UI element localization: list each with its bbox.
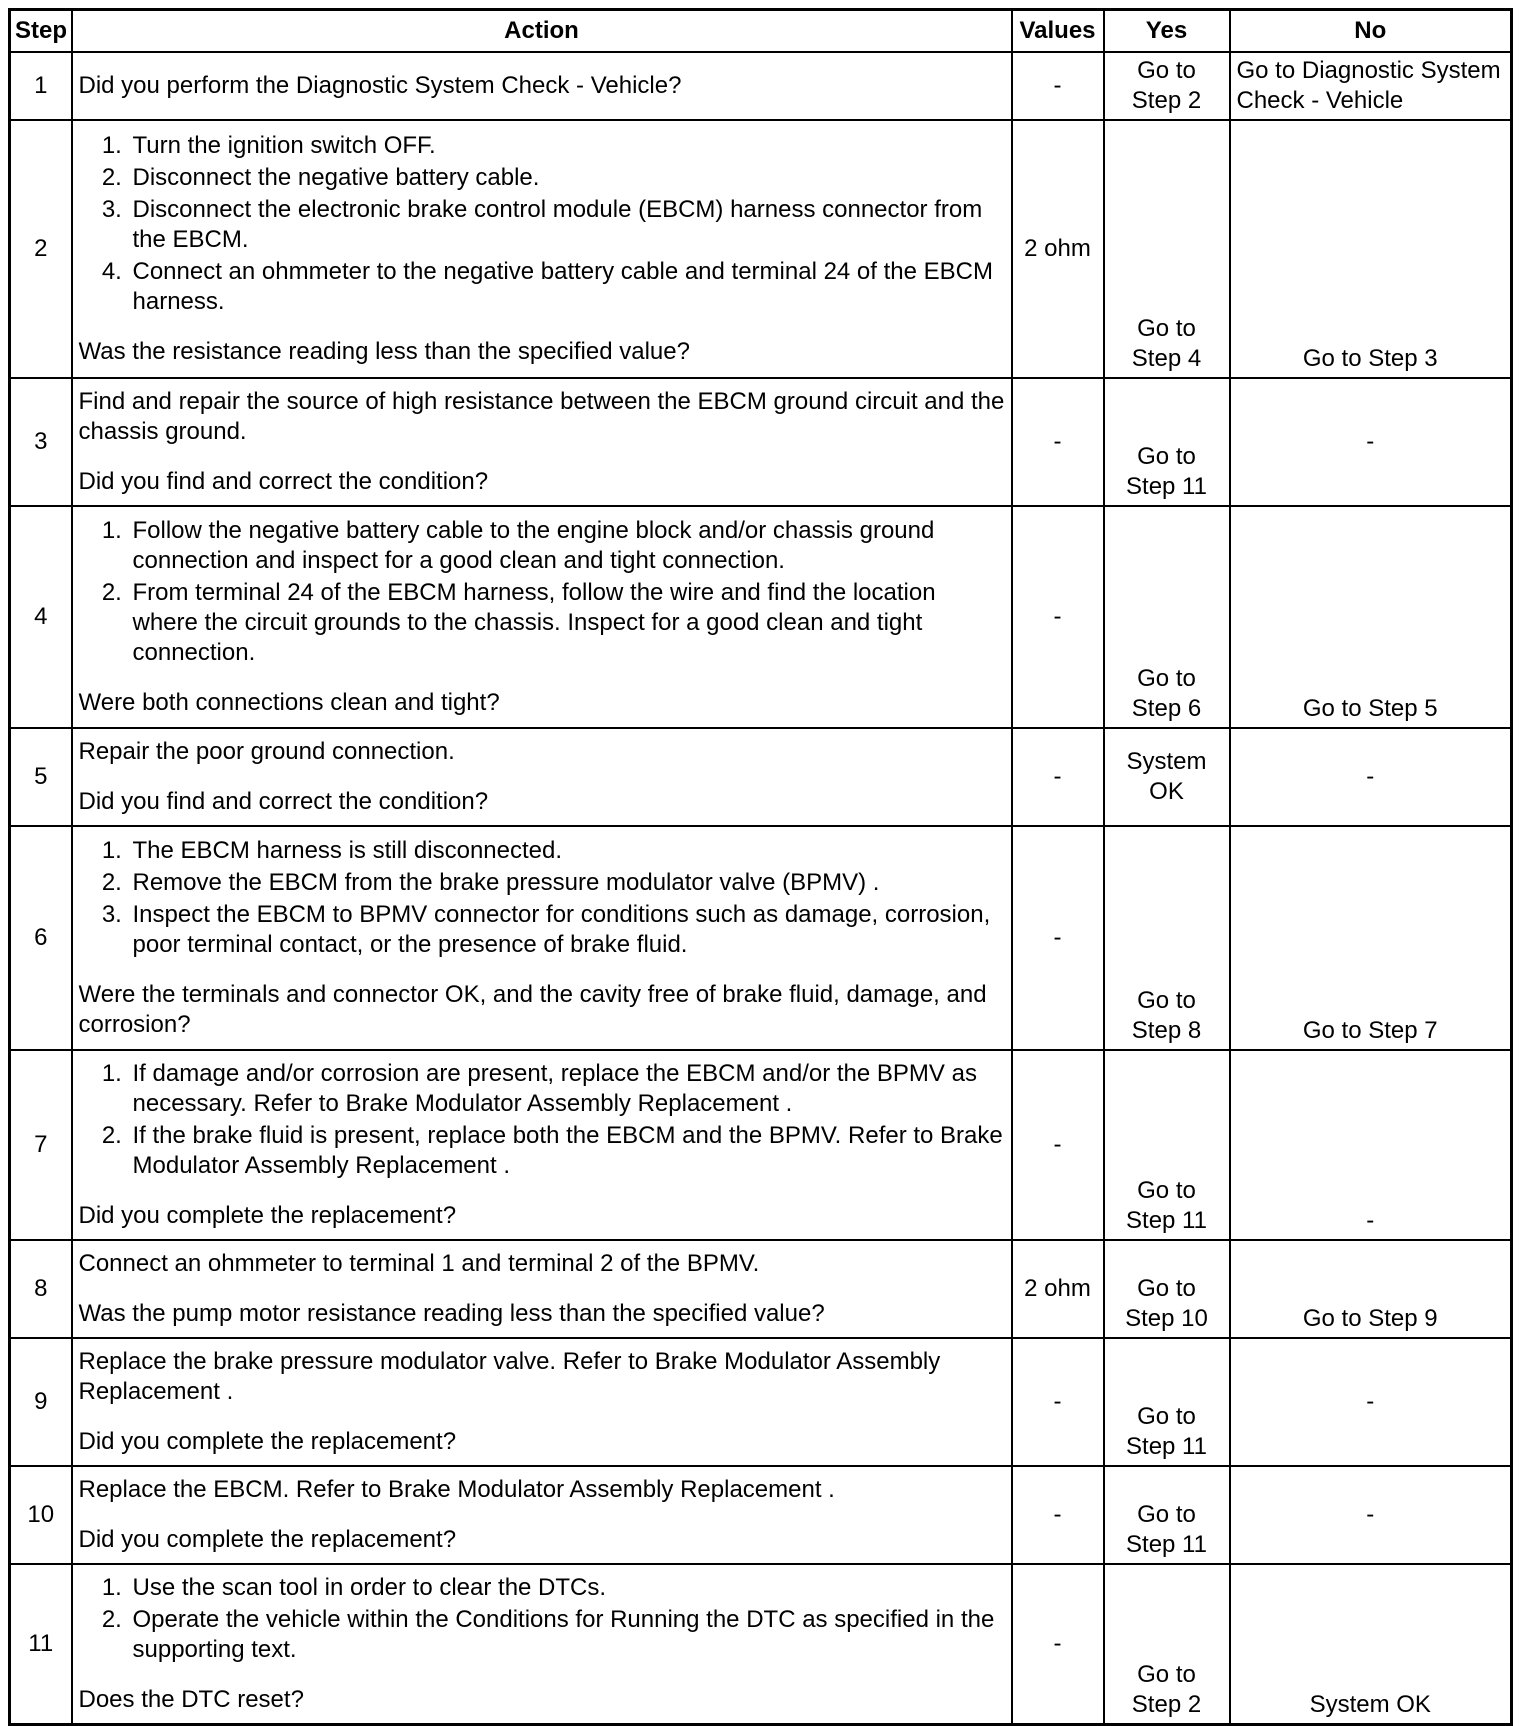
action-intro: Replace the brake pressure modulator valve. Refer to Brake Modulator Assembly Replacement . bbox=[78, 1348, 941, 1405]
action-question: Did you complete the replacement? bbox=[78, 1202, 457, 1229]
action-question: Were the terminals and connector OK, and the cavity free of brake fluid, damage, and corrosion? bbox=[78, 981, 987, 1038]
action-question: Did you find and correct the condition? bbox=[78, 468, 489, 495]
header-no: No bbox=[1230, 10, 1512, 53]
table-row bbox=[10, 728, 1512, 826]
action-cell bbox=[72, 1050, 1012, 1240]
yes-cell: Go to Step 2 bbox=[1104, 1564, 1230, 1724]
substep: 1. Turn the ignition switch OFF. bbox=[129, 131, 1005, 161]
value-cell: - bbox=[1012, 1338, 1104, 1466]
substep: 2. Remove the EBCM from the brake pressure modulator valve (BPMV) . bbox=[129, 868, 1005, 898]
header-yes: Yes bbox=[1104, 10, 1230, 53]
value-cell: - bbox=[1012, 1050, 1104, 1240]
no-cell: Go to Step 3 bbox=[1230, 120, 1512, 378]
substep: 2. If the brake fluid is present, replace both the EBCM and the BPMV. Refer to Brake Modulator Assembly Replacement . bbox=[129, 1121, 1005, 1181]
diagnostic-table bbox=[8, 8, 1513, 1726]
substep: 2. Disconnect the negative battery cable. bbox=[129, 163, 1005, 193]
no-cell: Go to Step 5 bbox=[1230, 506, 1512, 728]
step-number: 11 bbox=[10, 1564, 72, 1724]
value-cell: - bbox=[1012, 826, 1104, 1050]
table-row bbox=[10, 1050, 1512, 1240]
substep: 1. If damage and/or corrosion are present, replace the EBCM and/or the BPMV as necessary. Refer to Brake Modulator Assembly Replacement . bbox=[129, 1059, 1005, 1119]
substep: 4. Connect an ohmmeter to the negative battery cable and terminal 24 of the EBCM harness. bbox=[129, 257, 1005, 317]
action-question: Does the DTC reset? bbox=[78, 1685, 304, 1713]
substep: 3. Disconnect the electronic brake control module (EBCM) harness connector from the EBCM. bbox=[129, 195, 1005, 255]
value-cell: - bbox=[1012, 506, 1104, 728]
value-cell: - bbox=[1012, 52, 1104, 120]
value-cell: - bbox=[1012, 728, 1104, 826]
table-row bbox=[10, 506, 1512, 728]
step-number: 1 bbox=[10, 52, 72, 120]
step-number: 5 bbox=[10, 728, 72, 826]
no-cell: Go to Diagnostic System Check - Vehicle bbox=[1230, 52, 1512, 120]
table-row bbox=[10, 1466, 1512, 1564]
value-cell: - bbox=[1012, 1564, 1104, 1724]
action-cell bbox=[72, 826, 1012, 1050]
yes-cell: Go to Step 11 bbox=[1104, 378, 1230, 506]
action-cell bbox=[72, 1466, 1012, 1564]
action-cell bbox=[72, 1240, 1012, 1338]
no-cell: - bbox=[1230, 1050, 1512, 1240]
substep: 1. Follow the negative battery cable to the engine block and/or chassis ground connection and inspect for a good clean and tight connection. bbox=[129, 516, 1005, 576]
step-number: 3 bbox=[10, 378, 72, 506]
substep: 3. Inspect the EBCM to BPMV connector for conditions such as damage, corrosion, poor terminal contact, or the presence of brake fluid. bbox=[129, 900, 1005, 960]
value-cell: 2 ohm bbox=[1012, 1240, 1104, 1338]
no-cell: System OK bbox=[1230, 1564, 1512, 1724]
action-question: Was the pump motor resistance reading less than the specified value? bbox=[78, 1300, 825, 1327]
action-intro: Find and repair the source of high resistance between the EBCM ground circuit and the chassis ground. bbox=[78, 388, 1005, 445]
action-cell bbox=[72, 52, 1012, 120]
table-row bbox=[10, 1338, 1512, 1466]
yes-cell: System OK bbox=[1104, 728, 1230, 826]
action-cell bbox=[72, 728, 1012, 826]
action-intro: Connect an ohmmeter to terminal 1 and terminal 2 of the BPMV. bbox=[78, 1250, 760, 1277]
substep: 1. Use the scan tool in order to clear the DTCs. bbox=[129, 1573, 1005, 1603]
substep-list bbox=[79, 516, 1005, 668]
step-number: 9 bbox=[10, 1338, 72, 1466]
no-cell: - bbox=[1230, 1338, 1512, 1466]
yes-cell: Go to Step 11 bbox=[1104, 1050, 1230, 1240]
substep-list bbox=[79, 836, 1005, 960]
yes-cell: Go to Step 11 bbox=[1104, 1466, 1230, 1564]
no-cell: Go to Step 9 bbox=[1230, 1240, 1512, 1338]
step-number: 7 bbox=[10, 1050, 72, 1240]
value-cell: - bbox=[1012, 1466, 1104, 1564]
header-row bbox=[10, 10, 1512, 53]
yes-cell: Go to Step 6 bbox=[1104, 506, 1230, 728]
no-cell: - bbox=[1230, 728, 1512, 826]
value-cell: 2 ohm bbox=[1012, 120, 1104, 378]
header-step: Step bbox=[10, 10, 72, 53]
header-action: Action bbox=[72, 10, 1012, 53]
table-row bbox=[10, 378, 1512, 506]
no-cell: - bbox=[1230, 378, 1512, 506]
action-intro: Replace the EBCM. Refer to Brake Modulator Assembly Replacement . bbox=[78, 1476, 835, 1503]
substep: 2. From terminal 24 of the EBCM harness, follow the wire and find the location where the circuit grounds to the chassis. Inspect for a good clean and tight connection. bbox=[129, 578, 1005, 668]
value-cell: - bbox=[1012, 378, 1104, 506]
action-intro: Repair the poor ground connection. bbox=[78, 738, 455, 765]
action-question: Did you complete the replacement? bbox=[78, 1526, 457, 1553]
action-question: Were both connections clean and tight? bbox=[78, 689, 500, 716]
table-row bbox=[10, 120, 1512, 378]
action-cell bbox=[72, 1338, 1012, 1466]
table-row bbox=[10, 52, 1512, 120]
substep-list bbox=[79, 1573, 1005, 1665]
yes-cell: Go to Step 11 bbox=[1104, 1338, 1230, 1466]
step-number: 10 bbox=[10, 1466, 72, 1564]
action-question: Did you find and correct the condition? bbox=[78, 788, 489, 815]
yes-cell: Go to Step 8 bbox=[1104, 826, 1230, 1050]
table-row bbox=[10, 826, 1512, 1050]
step-number: 4 bbox=[10, 506, 72, 728]
step-number: 8 bbox=[10, 1240, 72, 1338]
action-cell bbox=[72, 378, 1012, 506]
substep-list bbox=[79, 131, 1005, 317]
substep-list bbox=[79, 1059, 1005, 1181]
yes-cell: Go to Step 10 bbox=[1104, 1240, 1230, 1338]
no-cell: Go to Step 7 bbox=[1230, 826, 1512, 1050]
action-cell bbox=[72, 506, 1012, 728]
substep: 2. Operate the vehicle within the Conditions for Running the DTC as specified in the supporting text. bbox=[129, 1605, 1005, 1665]
no-cell: - bbox=[1230, 1466, 1512, 1564]
step-number: 6 bbox=[10, 826, 72, 1050]
table-row bbox=[10, 1240, 1512, 1338]
action-cell bbox=[72, 1564, 1012, 1724]
substep: 1. The EBCM harness is still disconnected. bbox=[129, 836, 1005, 866]
header-values: Values bbox=[1012, 10, 1104, 53]
diagnostic-table-container bbox=[8, 8, 1513, 1726]
action-cell bbox=[72, 120, 1012, 378]
action-question: Did you complete the replacement? bbox=[78, 1428, 457, 1455]
action-intro: Did you perform the Diagnostic System Check - Vehicle? bbox=[78, 72, 682, 99]
yes-cell: Go to Step 2 bbox=[1104, 52, 1230, 120]
step-number: 2 bbox=[10, 120, 72, 378]
yes-cell: Go to Step 4 bbox=[1104, 120, 1230, 378]
table-row bbox=[10, 1564, 1512, 1724]
action-question: Was the resistance reading less than the specified value? bbox=[78, 338, 690, 365]
